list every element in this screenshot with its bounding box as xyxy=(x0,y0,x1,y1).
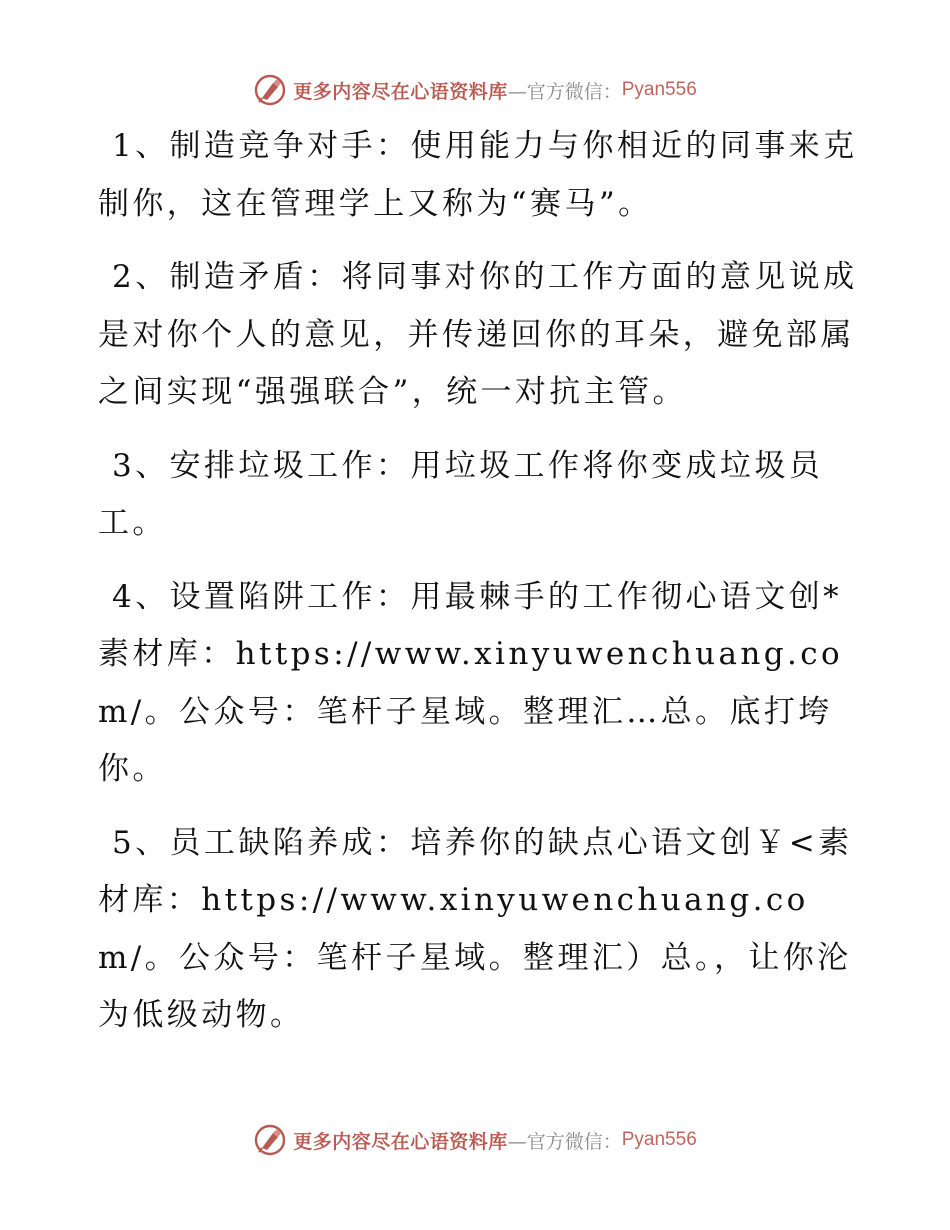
footer-banner-sub-text: —官方微信： xyxy=(507,1130,622,1153)
header-banner xyxy=(0,72,950,108)
footer-banner-main-text: 更多内容尽在心语资料库 xyxy=(293,1130,508,1153)
pen-nib-logo-icon xyxy=(253,73,287,107)
header-banner-sub-text: —官方微信： xyxy=(507,80,622,103)
paragraph-5: 5、员工缺陷养成：培养你的缺点心语文创￥<素材库：https://www.xinyuwenchuang.com/。公众号：笔杆子星域。整理汇）总。，让你沦为低级动物。 xyxy=(98,824,853,1033)
paragraph-1: 1、制造竞争对手：使用能力与你相近的同事来克制你，这在管理学上又称为“赛马”。 xyxy=(98,128,858,222)
paragraph-4: 4、设置陷阱工作：用最棘手的工作彻心语文创*素材库：https://www.xinyuwenchuang.com/。公众号：笔杆子星域。整理汇…总。底打垮你。 xyxy=(98,578,844,787)
footer-banner xyxy=(0,1122,950,1158)
document-body xyxy=(98,118,858,1061)
header-banner-main-text: 更多内容尽在心语资料库 xyxy=(293,80,508,103)
pen-nib-logo-icon xyxy=(253,1123,287,1157)
footer-banner-wechat-id: Pyan556 xyxy=(621,1129,697,1150)
header-banner-wechat-id: Pyan556 xyxy=(621,79,697,100)
paragraph-3: 3、安排垃圾工作：用垃圾工作将你变成垃圾员工。 xyxy=(98,447,824,541)
paragraph-2: 2、制造矛盾：将同事对你的工作方面的意见说成是对你个人的意见，并传递回你的耳朵，避免部属之间实现“强强联合”，统一对抗主管。 xyxy=(98,259,858,410)
